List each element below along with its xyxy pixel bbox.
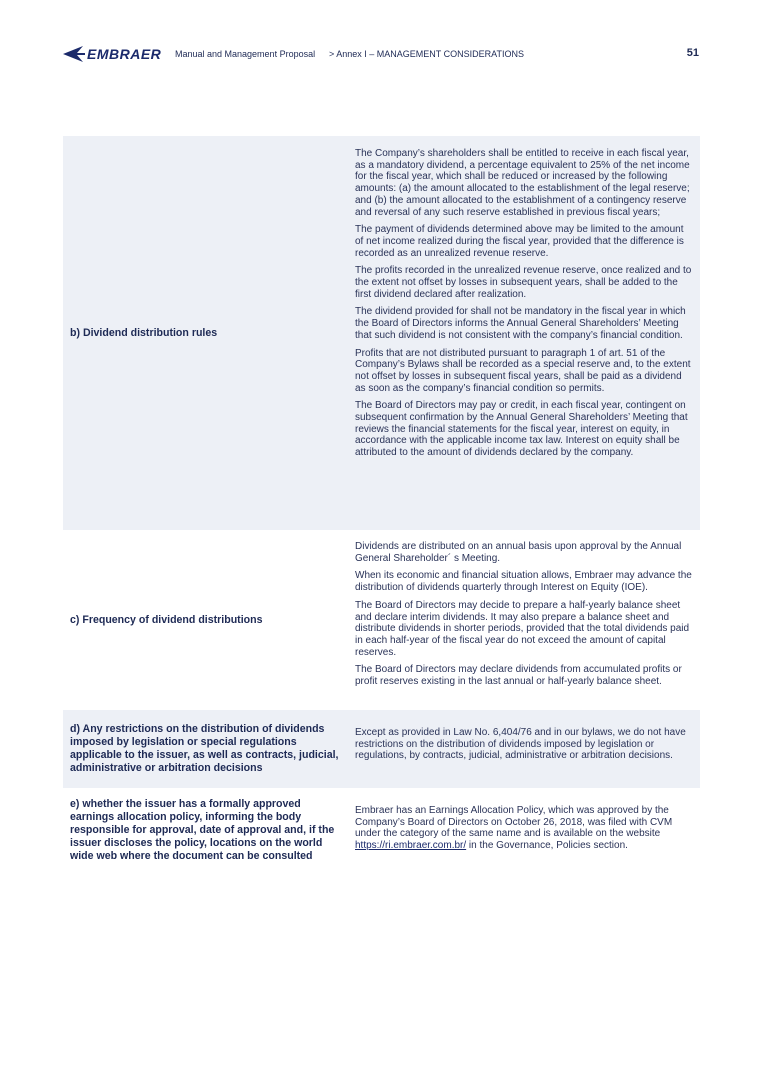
policy-text: Embraer has an Earnings Allocation Policy, which was approved by the Company’s Board of Directors on October 26, 2018, was filed with CVM under the category of the same name and is available on the website	[355, 805, 673, 840]
paragraph: Dividends are distributed on an annual basis upon approval by the Annual General Shareholder´ s Meeting.	[355, 541, 682, 564]
table-row	[63, 710, 700, 788]
page-number: 51	[686, 47, 699, 59]
paragraph: Profits that are not distributed pursuant to paragraph 1 of art. 51 of the Company’s Bylaws shall be recorded as a special reserve and, to the extent not offset by losses in subsequent fiscal years, shall be paid as a dividend as soon as the company’s financial condition so permits.	[355, 347, 691, 394]
paragraph: Except as provided in Law No. 6,404/76 and in our bylaws, we do not have restrictions on the distribution of dividends imposed by legislation or regulations, by contracts, judicial, administrative or arbitration decisions.	[355, 727, 686, 762]
breadcrumb: > Annex I – MANAGEMENT CONSIDERATIONS	[329, 49, 524, 59]
embraer-logo	[63, 44, 161, 64]
row-content	[355, 530, 700, 710]
document-title: Manual and Management Proposal	[175, 49, 316, 59]
paragraph: The profits recorded in the unrealized revenue reserve, once realized and to the extent not offset by losses in subsequent years, shall be added to the first dividend declared after realization.	[355, 265, 692, 300]
paragraph	[355, 805, 692, 852]
table-row	[63, 136, 700, 530]
paragraph: The payment of dividends determined above may be limited to the amount of net income realized during the fiscal year, provided that the difference is recorded as an unrealized revenue reserve.	[355, 224, 684, 259]
considerations-table	[63, 136, 700, 868]
paragraph: The dividend provided for shall not be mandatory in the fiscal year in which the Board of Directors informs the Annual General Shareholders’ Meeting that such dividend is not consistent with the company’s financial condition.	[355, 306, 686, 341]
policy-website-link[interactable]: https://ri.embraer.com.br/	[355, 840, 467, 852]
logo-text: EMBRAER	[87, 46, 162, 62]
paragraph: When its economic and financial situation allows, Embraer may advance the distribution of dividends quarterly through Interest on Equity (IOE).	[355, 570, 692, 594]
row-label: b) Dividend distribution rules	[70, 326, 218, 339]
paragraph: The Board of Directors may pay or credit, in each fiscal year, contingent on subsequent confirmation by the Annual General Shareholders’ Meeting that reviews the financial statements for the fiscal year, interest on equity, in accordance with the applicable income tax law. Interest on equity shall be attributed to the amount of dividends declared by the company.	[355, 400, 688, 459]
row-label: e) whether the issuer has a formally approved earnings allocation policy, informing the body responsible for approval, date of approval and, if the issuer discloses the policy, locations on the world wide web where the document can be consulted	[70, 798, 335, 862]
row-content	[355, 136, 700, 530]
table-row	[63, 530, 700, 710]
policy-text-suffix: in the Governance, Policies section.	[466, 840, 628, 852]
table-row	[63, 788, 700, 868]
row-content	[355, 788, 700, 868]
row-label: c) Frequency of dividend distributions	[70, 613, 263, 626]
paragraph: The Company’s shareholders shall be entitled to receive in each fiscal year, as a mandatory dividend, a percentage equivalent to 25% of the net income for the fiscal year, which shall be reduced or increased by the following amounts: (a) the amount allocated to the establishment of the legal reserve; and (b) the amount allocated to the establishment of a contingency reserve and reversal of any such reserve established in previous fiscal years;	[355, 148, 690, 218]
paragraph: The Board of Directors may decide to prepare a half-yearly balance sheet and declare interim dividends. It may also prepare a balance sheet and distribute dividends in shorter periods, provided that the total dividends paid in each half-year of the fiscal year do not exceed the amount of capital reserves.	[355, 599, 690, 658]
row-label: d) Any restrictions on the distribution of dividends imposed by legislation or special regulations applicable to the issuer, as well as contracts, judicial, administrative or arbitration decisions	[70, 723, 339, 774]
page-header	[63, 44, 703, 64]
row-content	[355, 710, 700, 788]
paragraph: The Board of Directors may declare dividends from accumulated profits or profit reserves existing in the last annual or half-yearly balance sheet.	[355, 664, 682, 688]
embraer-arrow-icon	[63, 45, 85, 63]
